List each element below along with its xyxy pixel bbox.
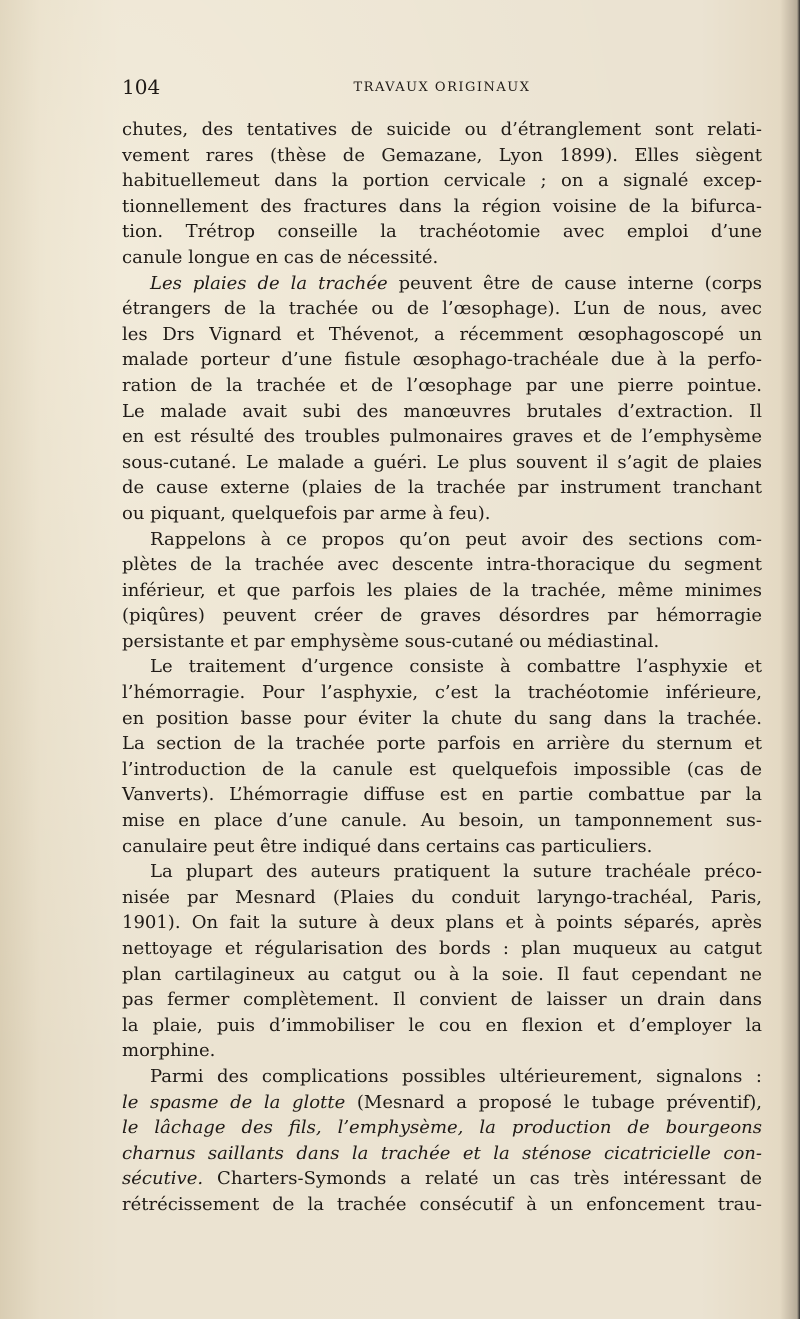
text-line	[122, 527, 762, 553]
line-text: Parmi des complications possibles ultérieurement, signalons :	[150, 1065, 762, 1087]
text-line	[122, 1064, 762, 1090]
page-number: 104	[122, 75, 161, 99]
text-line	[122, 731, 762, 757]
line-text: plan cartilagineux au catgut ou à la soie. Il faut cependant ne	[122, 963, 762, 985]
text-line	[122, 245, 762, 271]
line-text: en est résulté des troubles pulmonaires graves et de l’emphysème	[122, 426, 762, 448]
text-line	[122, 603, 762, 629]
line-text: nettoyage et régularisation des bords : plan muqueux au catgut	[122, 938, 762, 959]
text-line	[122, 347, 762, 373]
text-line	[122, 475, 762, 501]
line-text: l’introduction de la canule est quelquefois impossible (cas de	[122, 758, 762, 780]
line-text: sous-cutané. Le malade a guéri. Le plus souvent il s’agit de plaies	[122, 451, 762, 473]
text-line	[122, 373, 762, 399]
line-text: malade porteur d’une fistule œsophago-trachéale due à la perfo-	[122, 349, 762, 371]
line-text: mise en place d’une canule. Au besoin, un tamponnement sus-	[122, 810, 762, 832]
text-line	[122, 552, 762, 578]
line-text: Le traitement d’urgence consiste à combattre l’asphyxie et	[150, 656, 762, 678]
line-text: 1901). On fait la suture à deux plans et à points séparés, après	[122, 912, 762, 934]
text-line	[122, 834, 762, 860]
line-text: habituellemeut dans la portion cervicale ; on a signalé excep-	[122, 170, 762, 192]
line-text: chutes, des tentatives de suicide ou d’étranglement sont relati-	[122, 119, 762, 140]
text-line	[122, 1192, 762, 1218]
text-line	[122, 424, 762, 450]
text-line	[122, 885, 762, 911]
text-line	[122, 962, 762, 988]
text-line	[122, 1038, 762, 1064]
page-header	[122, 75, 762, 103]
italic-text: sécutive.	[122, 1168, 204, 1190]
text-line	[122, 654, 762, 680]
line-text: peuvent être de cause interne (corps	[387, 272, 762, 294]
text-line	[122, 910, 762, 936]
text-line	[122, 782, 762, 808]
line-text: de cause externe (plaies de la trachée par instrument tranchant	[122, 477, 762, 499]
italic-text: le spasme de la glotte	[122, 1091, 346, 1113]
line-text: pas fermer complètement. Il convient de laisser un drain dans	[122, 989, 762, 1011]
italic-text: Les plaies de la trachée	[150, 272, 388, 294]
italic-text: charnus saillants dans la trachée et la sténose cicatricielle con-	[122, 1142, 762, 1164]
line-text: ou piquant, quelquefois par arme à feu).	[122, 502, 491, 524]
text-line	[122, 936, 762, 962]
text-line	[122, 1090, 762, 1116]
text-line	[122, 501, 762, 527]
line-text: Charters-Symonds a relaté un cas très intéressant de	[203, 1168, 762, 1190]
text-line	[122, 1115, 762, 1141]
line-text: (piqûres) peuvent créer de graves désordres par hémorragie	[122, 605, 762, 627]
line-text: l’hémorragie. Pour l’asphyxie, c’est la trachéotomie inférieure,	[122, 682, 762, 704]
text-line	[122, 1141, 762, 1167]
text-line	[122, 757, 762, 783]
text-line	[122, 322, 762, 348]
text-line	[122, 143, 762, 169]
line-text: tionnellement des fractures dans la région voisine de la bifurca-	[122, 195, 762, 217]
text-line	[122, 219, 762, 245]
line-text: Le malade avait subi des manœuvres brutales d’extraction. Il	[122, 400, 762, 422]
line-text: vement rares (thèse de Gemazane, Lyon 1899). Elles siègent	[122, 144, 762, 166]
text-line	[122, 680, 762, 706]
line-text: Rappelons à ce propos qu’on peut avoir des sections com-	[150, 528, 762, 550]
italic-text: le lâchage des fils, l’emphysème, la production de bourgeons	[122, 1117, 762, 1139]
text-line	[122, 706, 762, 732]
line-text: en position basse pour éviter la chute du sang dans la trachée.	[122, 707, 762, 729]
line-text: nisée par Mesnard (Plaies du conduit laryngo-trachéal, Paris,	[122, 886, 762, 908]
text-line	[122, 859, 762, 885]
line-text: inférieur, et que parfois les plaies de la trachée, même minimes	[122, 579, 762, 601]
line-text: tion. Trétrop conseille la trachéotomie avec emploi d’une	[122, 221, 762, 243]
line-text: La section de la trachée porte parfois en arrière du sternum et	[122, 733, 762, 755]
line-text: (Mesnard a proposé le tubage préventif),	[345, 1091, 762, 1113]
text-line	[122, 117, 762, 143]
text-line	[122, 578, 762, 604]
text-line	[122, 1013, 762, 1039]
text-line	[122, 987, 762, 1013]
text-line	[122, 808, 762, 834]
line-text: les Drs Vignard et Thévenot, a récemment œsophagoscopé un	[122, 323, 762, 345]
body-text	[122, 117, 762, 1218]
line-text: La plupart des auteurs pratiquent la suture trachéale préco-	[150, 861, 762, 883]
line-text: ration de la trachée et de l’œsophage par une pierre pointue.	[122, 374, 762, 396]
text-line	[122, 194, 762, 220]
text-line	[122, 399, 762, 425]
line-text: canulaire peut être indiqué dans certains cas particuliers.	[122, 835, 653, 857]
text-line	[122, 629, 762, 655]
line-text: persistante et par emphysème sous-cutané ou médiastinal.	[122, 630, 660, 652]
line-text: canule longue en cas de nécessité.	[122, 246, 439, 268]
line-text: rétrécissement de la trachée consécutif à un enfoncement trau-	[122, 1193, 762, 1215]
text-line	[122, 296, 762, 322]
line-text: Vanverts). L’hémorragie diffuse est en partie combattue par la	[122, 784, 762, 806]
line-text: plètes de la trachée avec descente intra-thoracique du segment	[122, 554, 762, 576]
text-line	[122, 450, 762, 476]
text-line	[122, 168, 762, 194]
line-text: la plaie, puis d’immobiliser le cou en flexion et d’employer la	[122, 1014, 762, 1036]
line-text: étrangers de la trachée ou de l’œsophage). L’un de nous, avec	[122, 298, 762, 320]
line-text: morphine.	[122, 1040, 216, 1062]
text-line	[122, 271, 762, 297]
running-title: TRAVAUX ORIGINAUX	[353, 80, 531, 95]
text-line	[122, 1166, 762, 1192]
